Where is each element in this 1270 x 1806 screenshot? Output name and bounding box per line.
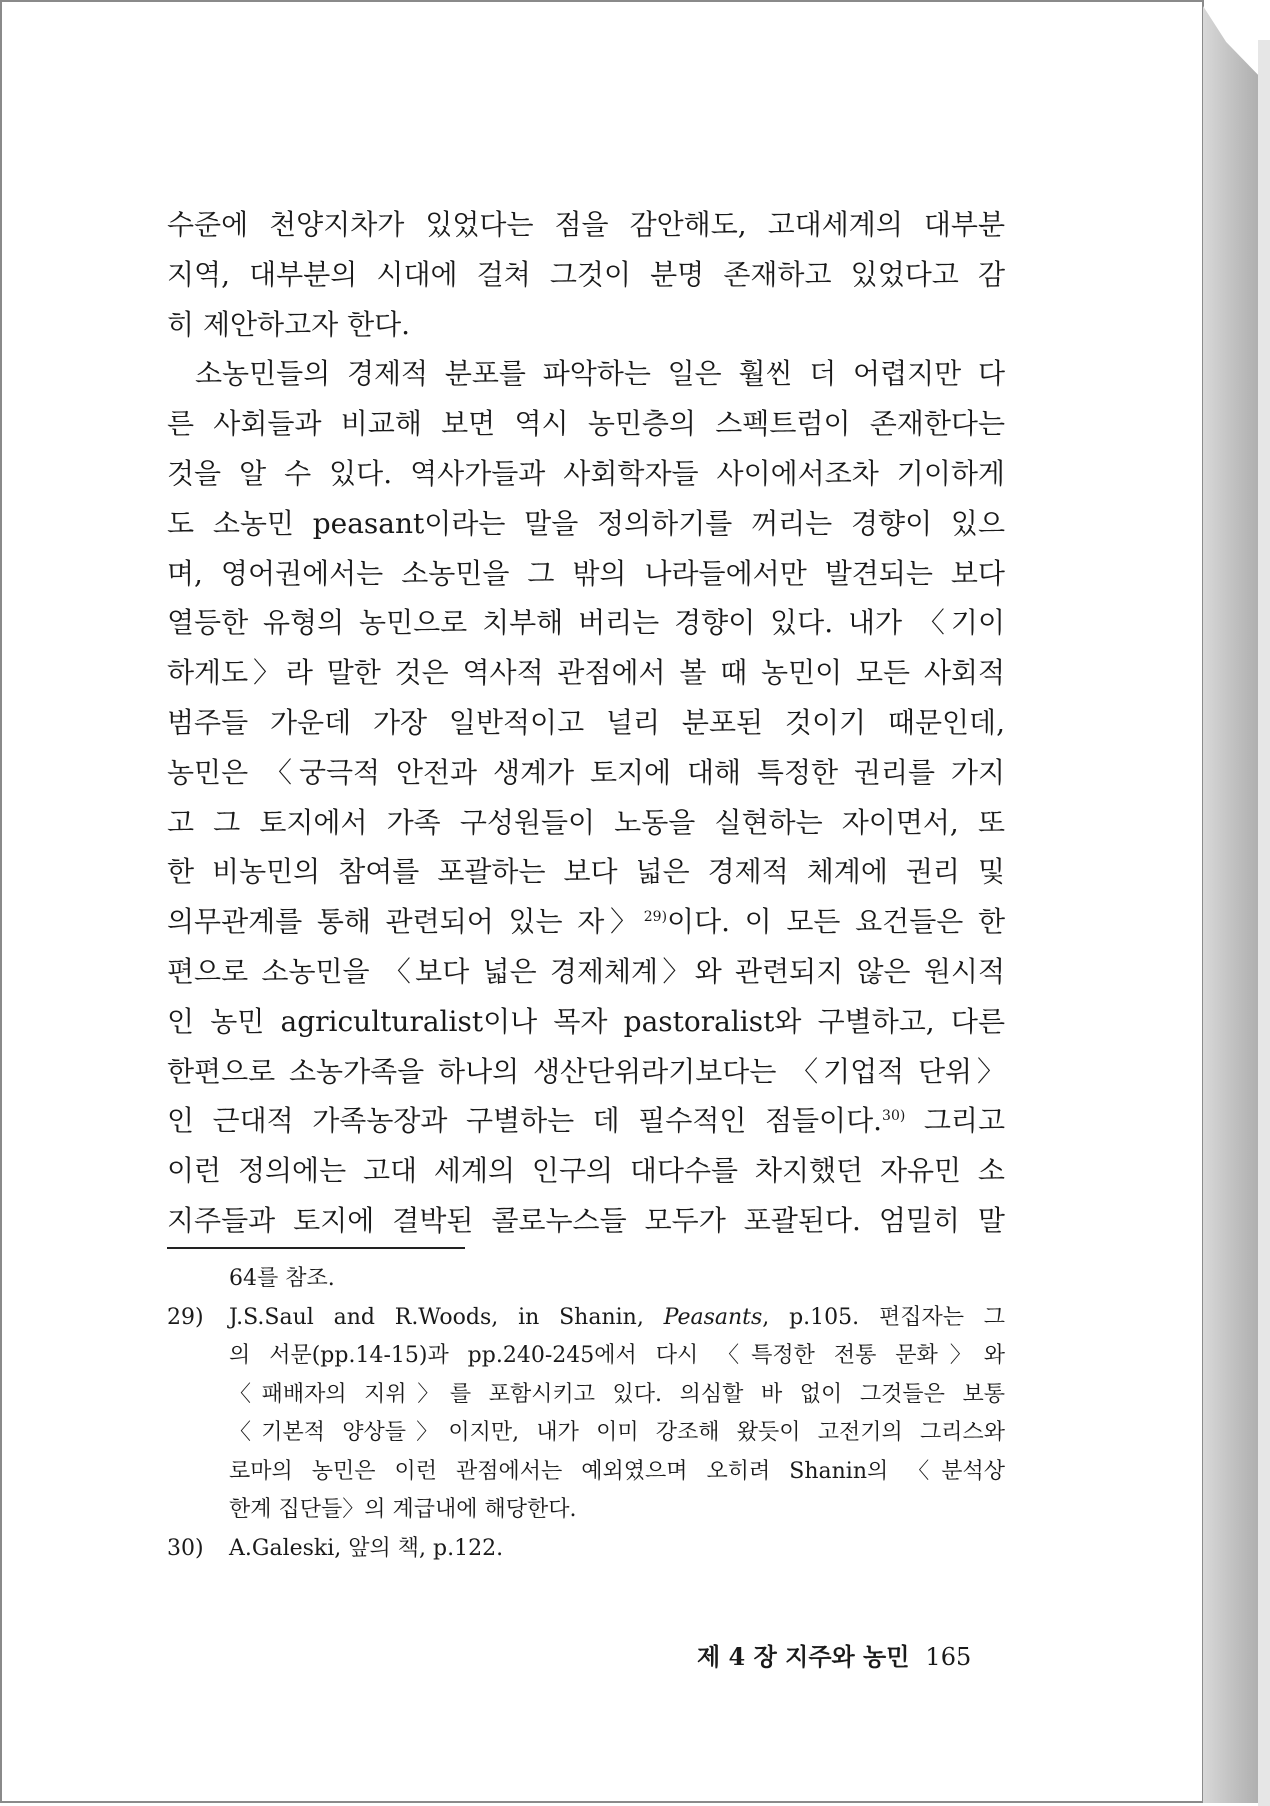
- text-line: [167, 1096, 1005, 1146]
- text-segment: 그리고: [905, 1104, 1005, 1138]
- page-number: 165: [925, 1643, 972, 1671]
- text-line: 히 제안하고자 한다.: [167, 307, 411, 341]
- text-line: 른 사회들과 비교해 보면 역시 농민층의 스펙트럼이 존재한다는: [167, 407, 1005, 441]
- footnote-divider: [167, 1247, 465, 1249]
- footnote-line: 한계 집단들〉의 계급내에 해당한다.: [229, 1497, 577, 1522]
- footnotes: [167, 1260, 1005, 1568]
- text-line: 소농민들의 경제적 분포를 파악하는 일은 훨씬 더 어렵지만 다: [195, 357, 1005, 391]
- book-title: Peasants: [663, 1304, 763, 1330]
- footnote-number: 30): [167, 1535, 204, 1561]
- text-line: 지주들과 토지에 결박된 콜로누스들 모두가 포괄된다. 엄밀히 말: [167, 1203, 1005, 1237]
- text-line: 인 농민 agriculturalist이나 목자 pastoralist와 구별하고, 다른: [167, 1004, 1005, 1038]
- paragraph: [167, 200, 1005, 349]
- text-line: 한 비농민의 참여를 포괄하는 보다 넓은 경제적 체계에 권리 및: [167, 855, 1005, 889]
- footnote-marker-29: 29): [643, 909, 668, 926]
- footnote-line: 〈기본적 양상들〉이지만, 내가 이미 강조해 왔듯이 고전기의 그리스와: [229, 1420, 1005, 1445]
- text-line: 것을 알 수 있다. 역사가들과 사회학자들 사이에서조차 기이하게: [167, 456, 1005, 490]
- footnote-line: 로마의 농민은 이런 관점에서는 예외였으며 오히려 Shanin의 〈분석상: [229, 1458, 1005, 1484]
- text-line: [167, 897, 1005, 947]
- text-line: 고 그 토지에서 가족 구성원들이 노동을 실현하는 자이면서, 또: [167, 805, 1005, 839]
- text-line: 이런 정의에는 고대 세계의 인구의 대다수를 차지했던 자유민 소: [167, 1154, 1005, 1188]
- chapter-title: 제 4 장 지주와 농민: [697, 1642, 910, 1671]
- footnote-marker-30: 30): [882, 1108, 906, 1125]
- text-segment: , p.105. 편집자는 그: [762, 1304, 1006, 1330]
- text-line: 수준에 천양지차가 있었다는 점을 감안해도, 고대세계의 대부분: [167, 208, 1005, 241]
- text-line: 하게도〉라 말한 것은 역사적 관점에서 볼 때 농민이 모든 사회적: [167, 656, 1005, 690]
- text-line: 지역, 대부분의 시대에 걸쳐 그것이 분명 존재하고 있었다고 감: [167, 257, 1005, 291]
- text-line: 며, 영어권에서는 소농민을 그 밖의 나라들에서만 발견되는 보다: [167, 556, 1005, 590]
- paragraph: [167, 349, 1005, 1245]
- text-segment: J.S.Saul and R.Woods, in Shanin,: [229, 1304, 664, 1330]
- text-segment: 이다. 이 모든 요건들은 한: [667, 905, 1005, 939]
- footnote-line: 〈패배자의 지위〉를 포함시키고 있다. 의심할 바 없이 그것들은 보통: [229, 1381, 1005, 1407]
- text-line: 편으로 소농민을 〈보다 넓은 경제체계〉와 관련되지 않은 원시적: [167, 954, 1005, 988]
- footnote-line: 의 서문(pp.14-15)과 pp.240-245에서 다시 〈특정한 전통 문화〉와: [229, 1343, 1005, 1368]
- text-line: 한편으로 소농가족을 하나의 생산단위라기보다는 〈기업적 단위〉: [167, 1054, 1005, 1088]
- text-line: 범주들 가운데 가장 일반적이고 널리 분포된 것이기 때문인데,: [167, 705, 1005, 739]
- footnote-number: 29): [167, 1304, 204, 1330]
- text-line: 농민은 〈궁극적 안전과 생계가 토지에 대해 특정한 권리를 가지: [167, 755, 1005, 789]
- running-footer: [697, 1637, 971, 1672]
- footnote-carryover: 64를 참조.: [229, 1266, 335, 1291]
- main-text: [167, 200, 1005, 1246]
- page-shadow: [1258, 40, 1270, 1806]
- text-segment: 인 근대적 가족농장과 구별하는 데 필수적인 점들이다.: [167, 1104, 883, 1138]
- text-segment: 의무관계를 통해 관련되어 있는 자〉: [167, 905, 644, 939]
- text-segment: A.Galeski, 앞의 책, p.122.: [229, 1535, 504, 1561]
- text-line: 도 소농민 peasant이라는 말을 정의하기를 꺼리는 경향이 있으: [167, 506, 1005, 540]
- footnote-29: [167, 1299, 1005, 1338]
- footnote-30: [167, 1530, 1005, 1569]
- text-line: 열등한 유형의 농민으로 치부해 버리는 경향이 있다. 내가 〈기이: [167, 606, 1005, 640]
- page-edge: [1203, 6, 1261, 1803]
